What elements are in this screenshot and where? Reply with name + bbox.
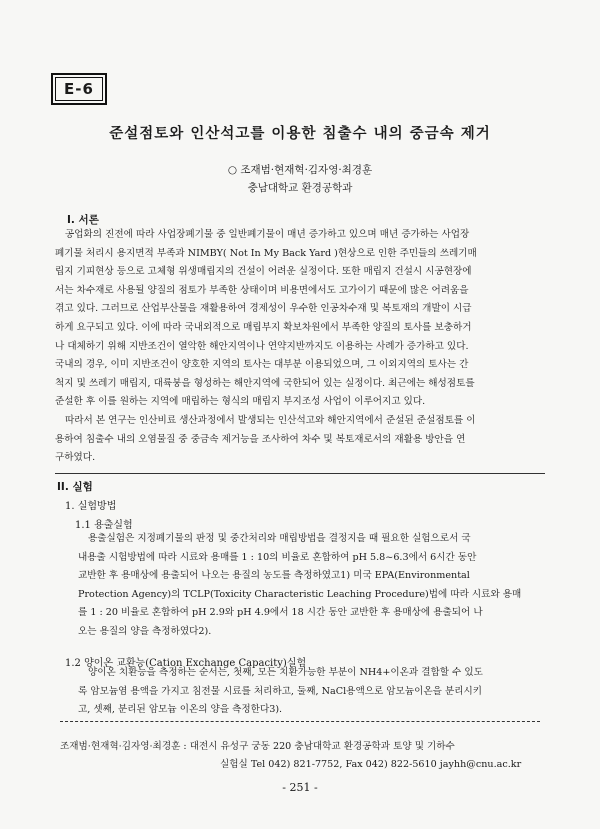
text-line: 록 암모늄염 용액을 가지고 침전물 시료를 처리하고, 둘째, NaCl용액으로 암모늄이온을 분리시키 — [78, 685, 483, 697]
section-heading-intro: I. 서론 — [67, 214, 99, 226]
text-line: 서는 차수재로 사용될 양질의 점토가 부족한 상태이며 비용면에서도 고가이기 때문에 많은 어려움을 — [55, 284, 469, 296]
footnote-line-2: 실험실 Tel 042) 821-7752, Fax 042) 822-5610 jayhh@cnu.ac.kr — [220, 759, 522, 770]
text-line: 겪고 있다. 그러므로 산업부산물을 재활용하여 경제성이 우수한 인공차수재 및 복토재의 개발이 시급 — [55, 303, 472, 315]
text-line: 양이온 치환능을 측정하는 순서는, 첫째, 모든 치환가능한 부분이 NH4+이온과 결합할 수 있도 — [88, 667, 483, 678]
subsection-method: 1. 실험방법 — [65, 501, 117, 512]
authors: ○ 조재범·현재혁·김자영·최경훈 — [227, 164, 373, 176]
footnote-line-1: 조재범·현재혁·김자영·최경훈 : 대전시 유성구 궁동 220 충남대학교 환경공학과 토양 및 기하수 — [60, 741, 455, 752]
text-line: 교반한 후 용매상에 용출되어 나오는 용질의 농도를 측정하였고1) 미국 EPA(Environmental — [78, 570, 470, 582]
text-line: 준설한 후 이를 원하는 지역에 매립하는 형식의 매립지 부지조성 사업이 이루어지고 있다. — [55, 396, 426, 408]
cec-paragraph — [78, 664, 546, 720]
text-line: 폐기물 처리시 용지면적 부족과 NIMBY( Not In My Back Yard )현상으로 인한 주민들의 쓰레기매 — [55, 247, 477, 259]
leaching-paragraph — [78, 530, 546, 642]
text-line: 국내의 경우, 이미 지반조건이 양호한 지역의 토사는 대부분 이용되었으며, 그 이외지역의 토사는 간 — [55, 359, 469, 371]
page-number: - 251 - — [282, 781, 318, 794]
intro-paragraph — [55, 226, 547, 468]
footnote-separator — [60, 721, 540, 722]
subsection-cec: 1.2 양이온 교환능(Cation Exchange Capacity)실험 — [65, 658, 307, 669]
text-line: 내용출 시험방법에 따라 시료와 용매를 1 : 10의 비율로 혼합하여 pH 5.8~6.3에서 6시간 동안 — [78, 551, 477, 563]
text-line: 따라서 본 연구는 인산비료 생산과정에서 발생되는 인산석고와 해안지역에서 준설된 준설점토를 이 — [65, 414, 476, 426]
text-line: 오는 용질의 양을 측정하였다2). — [78, 625, 212, 637]
text-line: 용출실험은 지정폐기물의 판정 및 중간처리와 매립방법을 결정지을 때 필요한 실험으로서 국 — [88, 533, 471, 544]
text-line: 립지 기피현상 등으로 고체형 위생매립지의 건설이 어려운 실정이다. 또한 매립지 건설시 시공현장에 — [55, 266, 472, 278]
paper-code: E-6 — [64, 80, 94, 98]
section-heading-experiment: II. 실험 — [57, 481, 93, 493]
text-line: 공업화의 진전에 따라 사업장폐기물 중 일반폐기물이 매년 증가하고 있으며 매년 증가하는 사업장 — [65, 229, 470, 240]
text-line: 척지 및 쓰레기 매립지, 대륙붕을 형성하는 해안지역에 국한되어 있는 실정이다. 최근에는 해성점토를 — [55, 377, 475, 389]
text-line: 구하였다. — [55, 452, 96, 464]
affiliation: 충남대학교 환경공학과 — [247, 182, 353, 194]
text-line: 고, 셋째, 분리된 암모늄 이온의 양을 측정한다3). — [78, 704, 283, 716]
text-line: Protection Agency)의 TCLP(Toxicity Characteristic Leaching Procedure)법에 따라 시료와 용매 — [78, 588, 522, 600]
text-line: 나 대체하기 위해 지반조건이 열악한 해안지역이나 연약지반까지도 이용하는 사례가 증가하고 있다. — [55, 340, 469, 352]
subsection-leaching: 1.1 용출실험 — [75, 520, 133, 531]
text-line: 용하여 침출수 내의 오염물질 중 중금속 제거능을 조사하여 차수 및 복토재로서의 재활용 방안을 연 — [55, 433, 466, 445]
paper-code-box — [51, 73, 107, 105]
text-line: 하게 요구되고 있다. 이에 따라 국내외적으로 매립부지 확보차원에서 부족한 양질의 토사를 보충하거 — [55, 321, 472, 333]
text-line: 를 1 : 20 비율로 혼합하여 pH 2.9와 pH 4.9에서 18 시간 동안 교반한 후 용매상에 용출되어 나 — [78, 607, 483, 619]
section-divider — [55, 473, 545, 474]
paper-title: 준설점토와 인산석고를 이용한 침출수 내의 중금속 제거 — [109, 126, 491, 142]
